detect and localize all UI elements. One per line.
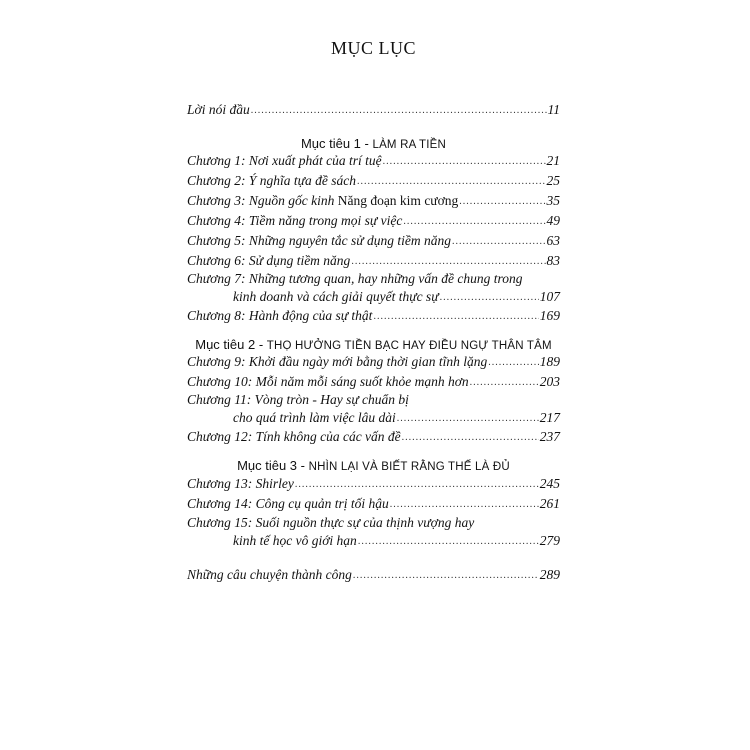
chapter-title-continued: cho quá trình làm việc lâu dài [233, 410, 396, 425]
toc-entry [187, 212, 560, 232]
chapter-title: Ý nghĩa tựa đề sách [248, 173, 356, 188]
chapter-number: Chương 9: [187, 354, 246, 369]
toc-entry [187, 475, 560, 495]
chapter-title: Công cụ quản trị tối hậu [255, 496, 389, 511]
toc-entry [187, 152, 560, 172]
dot-leader [397, 410, 539, 428]
chapter-title: Những nguyên tắc sử dụng tiềm năng [248, 233, 452, 248]
dot-leader [459, 193, 545, 211]
page-number: 25 [546, 173, 560, 188]
chapter-number: Chương 6: [187, 253, 246, 268]
dot-leader [353, 567, 539, 585]
entry-label [187, 212, 402, 230]
toc-entry-line1 [187, 391, 409, 409]
toc-entry [187, 192, 560, 212]
chapter-number: Chương 11: [187, 392, 252, 407]
page-number: 245 [539, 476, 560, 491]
toc-entry [187, 172, 560, 192]
entry-label [187, 428, 401, 446]
toc-entry [187, 353, 560, 373]
dot-leader [373, 308, 538, 326]
dot-leader [452, 233, 545, 251]
dot-leader [358, 533, 539, 551]
chapter-number: Chương 14: [187, 496, 253, 511]
chapter-number: Chương 7: [187, 271, 246, 286]
chapter-title: Suối nguồn thực sự của thịnh vượng hay [255, 515, 475, 530]
chapter-title: Khởi đầu ngày mới bằng thời gian tĩnh lặng [248, 354, 488, 369]
toc-entry-preface [187, 101, 560, 121]
page-number: 63 [546, 233, 560, 248]
dot-leader [390, 496, 539, 514]
entry-label [187, 307, 372, 325]
page-number: 237 [539, 429, 560, 444]
chapter-title: Nơi xuất phát của trí tuệ [248, 153, 382, 168]
chapter-title-continued: kinh doanh và cách giải quyết thực sự [233, 289, 439, 304]
chapter-title: Tính không của các vấn đề [255, 429, 401, 444]
dot-leader [383, 153, 546, 171]
toc-entry [187, 532, 560, 552]
page-title: MỤC LỤC [330, 38, 416, 58]
toc-entry [187, 428, 560, 448]
dot-leader [488, 354, 539, 372]
page-number: 35 [546, 193, 560, 208]
dot-leader [357, 173, 546, 191]
section-heading-1 [187, 136, 560, 151]
toc-entry [187, 495, 560, 515]
page-number: 107 [539, 289, 560, 304]
toc-entry-closing [187, 566, 560, 586]
entry-label [187, 252, 350, 270]
chapter-title-continued: kinh tế học vô giới hạn [233, 533, 357, 548]
section-prefix: Mục tiêu 3 - [237, 458, 309, 473]
entry-label [187, 373, 469, 391]
page-number: 279 [539, 533, 560, 548]
chapter-title: Nguồn gốc kinh [248, 193, 335, 208]
entry-label [187, 192, 458, 210]
dot-leader [295, 476, 539, 494]
section-name: LÀM RA TIỀN [372, 139, 447, 151]
page-number: 203 [539, 374, 560, 389]
toc-entry [187, 373, 560, 393]
entry-label [187, 353, 487, 371]
toc-entry-line1 [187, 270, 522, 288]
chapter-number: Chương 10: [187, 374, 253, 389]
toc-entry [187, 288, 560, 308]
chapter-title: Những tương quan, hay những vấn đề chung trong [248, 271, 523, 286]
section-name: THỌ HƯỞNG TIỀN BẠC HAY ĐIỀU NGỰ THÂN TÂM [266, 340, 552, 352]
page-number: 189 [539, 354, 560, 369]
chapter-number: Chương 5: [187, 233, 246, 248]
chapter-number: Chương 4: [187, 213, 246, 228]
chapter-title-upright: Năng đoạn kim cương [337, 193, 459, 208]
dot-leader [470, 374, 539, 392]
page-number: 21 [546, 153, 560, 168]
chapter-number: Chương 2: [187, 173, 246, 188]
dot-leader [403, 213, 545, 231]
page-number: 289 [539, 567, 560, 582]
chapter-number: Chương 1: [187, 153, 246, 168]
chapter-number: Chương 8: [187, 308, 246, 323]
section-heading-2 [187, 337, 560, 352]
entry-label: Những câu chuyện thành công [187, 567, 352, 582]
chapter-title: Mỗi năm mỗi sáng suốt khỏe mạnh hơn [255, 374, 469, 389]
chapter-title: Shirley [255, 476, 294, 491]
page-number: 217 [539, 410, 560, 425]
entry-label: Lời nói đầu [187, 102, 250, 117]
entry-label [187, 475, 294, 493]
toc-entry [187, 307, 560, 327]
page-number: 11 [547, 102, 560, 117]
chapter-title: Vòng tròn - Hay sự chuẩn bị [254, 392, 409, 407]
section-prefix: Mục tiêu 2 - [195, 337, 267, 352]
section-name: NHÌN LẠI VÀ BIẾT RẰNG THẾ LÀ ĐỦ [308, 461, 510, 473]
chapter-title: Hành động của sự thật [248, 308, 373, 323]
chapter-number: Chương 3: [187, 193, 246, 208]
dot-leader [402, 429, 539, 447]
chapter-number: Chương 12: [187, 429, 253, 444]
dot-leader [351, 253, 545, 271]
chapter-number: Chương 13: [187, 476, 253, 491]
section-prefix: Mục tiêu 1 - [300, 136, 373, 151]
section-heading-3 [187, 458, 560, 473]
chapter-title: Tiềm năng trong mọi sự việc [248, 213, 403, 228]
page-number: 49 [546, 213, 560, 228]
entry-label [187, 172, 356, 190]
toc-entry-line1 [187, 514, 474, 532]
page-number: 83 [546, 253, 560, 268]
page-number: 261 [539, 496, 560, 511]
toc-entry [187, 252, 560, 272]
toc-entry [187, 232, 560, 252]
entry-label [187, 495, 389, 513]
chapter-number: Chương 15: [187, 515, 253, 530]
entry-label [187, 232, 451, 250]
dot-leader [440, 289, 539, 307]
page-number: 169 [539, 308, 560, 323]
entry-label [187, 152, 382, 170]
chapter-title: Sử dụng tiềm năng [248, 253, 351, 268]
toc-entry [187, 409, 560, 429]
dot-leader [251, 102, 547, 120]
